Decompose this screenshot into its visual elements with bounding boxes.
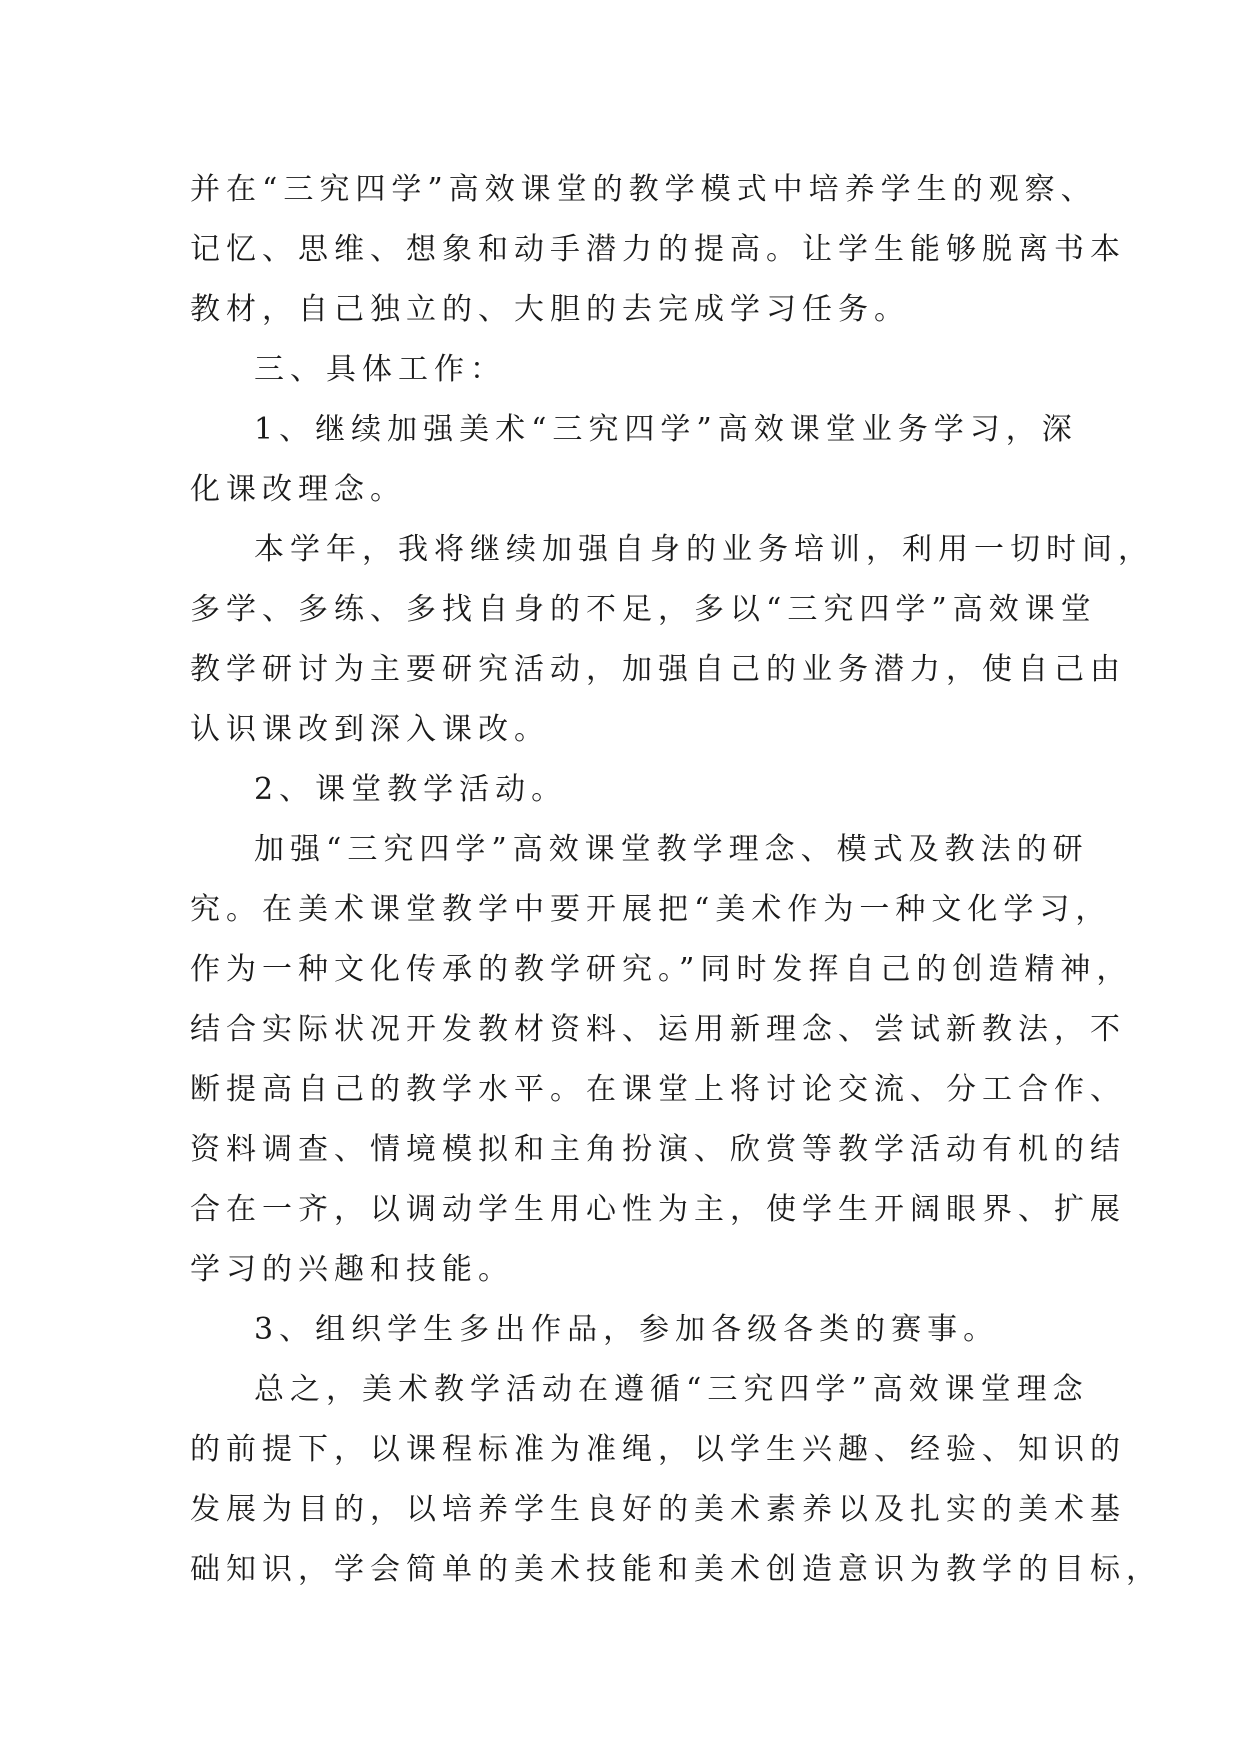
text-line: 加强“三究四学”高效课堂教学理念、模式及教法的研 — [254, 832, 1089, 867]
text-line: 的前提下，以课程标准为准绳，以学生兴趣、经验、知识的 — [190, 1432, 1126, 1467]
text-line: 多学、多练、多找自身的不足，多以“三究四学”高效课堂 — [190, 592, 1097, 627]
text-line: 资料调查、情境模拟和主角扮演、欣赏等教学活动有机的结 — [190, 1132, 1126, 1167]
document-body — [190, 160, 1162, 1600]
text-line: 教材，自己独立的、大胆的去完成学习任务。 — [190, 292, 910, 327]
text-line: 断提高自己的教学水平。在课堂上将讨论交流、分工合作、 — [190, 1072, 1126, 1107]
text-line: 作为一种文化传承的教学研究。”同时发挥自己的创造精神， — [190, 952, 1133, 987]
text-line: 合在一齐，以调动学生用心性为主，使学生开阔眼界、扩展 — [190, 1192, 1126, 1227]
text-line: 础知识，学会简单的美术技能和美术创造意识为教学的目标， — [190, 1552, 1162, 1587]
text-line: 发展为目的，以培养学生良好的美术素养以及扎实的美术基 — [190, 1492, 1126, 1527]
text-line: 究。在美术课堂教学中要开展把“美术作为一种文化学习， — [190, 892, 1112, 927]
text-line: 并在“三究四学”高效课堂的教学模式中培养学生的观察、 — [190, 172, 1097, 207]
text-line: 教学研讨为主要研究活动，加强自己的业务潜力，使自己由 — [190, 652, 1126, 687]
text-line: 2、课堂教学活动。 — [254, 772, 568, 807]
text-line: 总之，美术教学活动在遵循“三究四学”高效课堂理念 — [254, 1372, 1089, 1407]
text-line: 1、继续加强美术“三究四学”高效课堂业务学习，深 — [254, 412, 1078, 447]
text-line: 记忆、思维、想象和动手潜力的提高。让学生能够脱离书本 — [190, 232, 1126, 267]
text-line: 学习的兴趣和技能。 — [190, 1252, 514, 1287]
text-line: 三、具体工作： — [254, 352, 506, 387]
text-line: 3、组织学生多出作品，参加各级各类的赛事。 — [254, 1312, 1000, 1347]
text-line: 认识课改到深入课改。 — [190, 712, 550, 747]
text-line: 本学年，我将继续加强自身的业务培训，利用一切时间， — [254, 532, 1154, 567]
text-line: 结合实际状况开发教材资料、运用新理念、尝试新教法，不 — [190, 1012, 1126, 1047]
text-line: 化课改理念。 — [190, 472, 406, 507]
